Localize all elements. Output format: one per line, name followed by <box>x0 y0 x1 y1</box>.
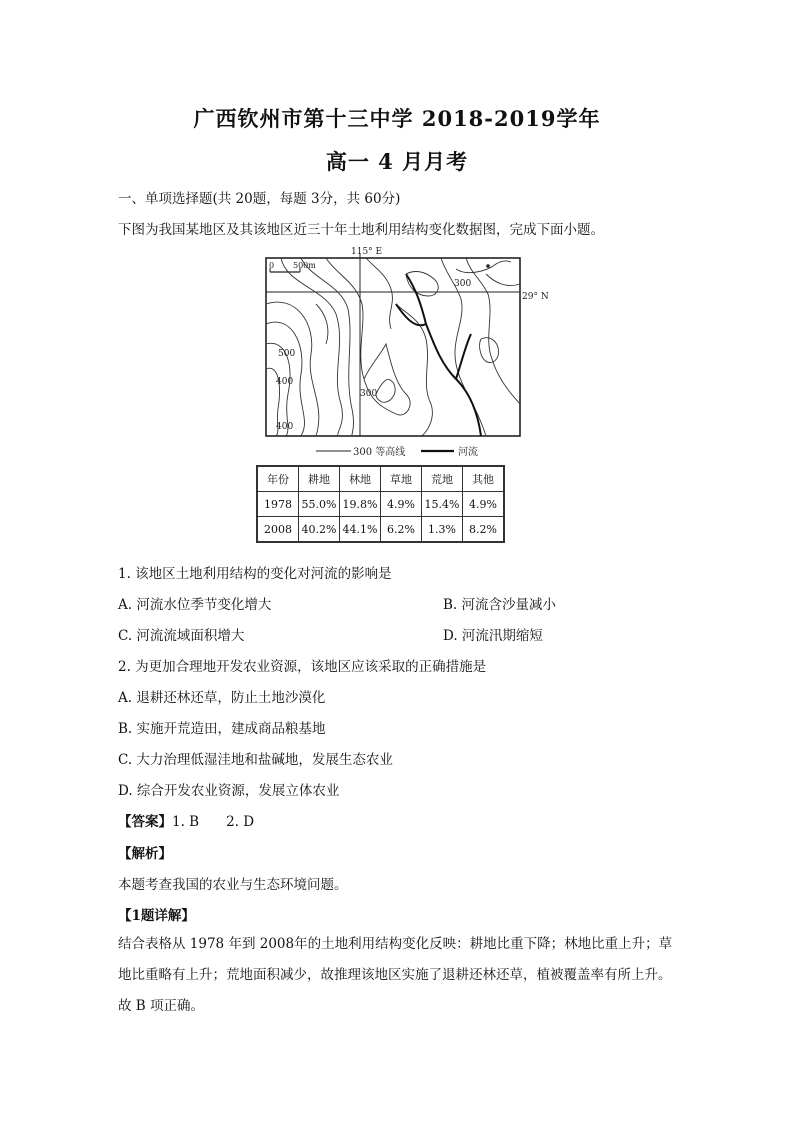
map-legend <box>316 445 478 458</box>
table-cell: 2008 <box>257 517 299 543</box>
section-intro: 下图为我国某地区及其该地区近三十年土地利用结构变化数据图，完成下面小题。 <box>118 222 604 238</box>
question-2-option-a: A. 退耕还林还草，防止土地沙漠化 <box>118 690 326 706</box>
table-cell: 4.9% <box>463 492 505 517</box>
page-title: 广西钦州市第十三中学 2018-2019学年 <box>193 106 601 131</box>
question-1-option-d: D. 河流汛期缩短 <box>443 628 543 644</box>
map-point-marker <box>486 264 490 268</box>
contour-label-400: 400 <box>276 377 294 387</box>
table-cell: 8.2% <box>463 517 505 543</box>
table-header-cell: 草地 <box>381 466 422 492</box>
question-2-option-c: C. 大力治理低湿洼地和盐碱地，发展生态农业 <box>118 752 393 768</box>
page-subtitle: 高一 4 月月考 <box>325 149 469 174</box>
analysis-label: 【解析】 <box>118 846 172 862</box>
scale-zero-label: 0 <box>269 261 275 270</box>
question-1-option-a: A. 河流水位季节变化增大 <box>118 597 272 613</box>
contour-label-300-mid: 300 <box>360 389 378 399</box>
table-header-cell: 耕地 <box>299 466 340 492</box>
contour-map <box>256 244 549 460</box>
land-use-table <box>256 465 505 543</box>
question-1-option-b: B. 河流含沙量减小 <box>443 597 557 613</box>
table-cell: 44.1% <box>340 517 381 543</box>
table-cell: 6.2% <box>381 517 422 543</box>
longitude-label: 115° E <box>351 247 383 257</box>
scale-bar <box>269 261 316 272</box>
legend-contour-label: 300 等高线 <box>353 447 406 458</box>
table-cell: 19.8% <box>340 492 381 517</box>
answer-line <box>118 810 254 830</box>
table-header-cell: 其他 <box>463 466 505 492</box>
river-lines <box>396 274 481 436</box>
section-heading: 一、单项选择题(共 20题，每题 3分，共 60分) <box>118 191 401 207</box>
detail-label: 【1题详解】 <box>118 908 195 924</box>
question-2-option-d: D. 综合开发农业资源，发展立体农业 <box>118 783 340 799</box>
detail-text: 结合表格从 1978 年到 2008年的土地利用结构变化反映：耕地比重下降；林地比重上升；草地比重略有上升；荒地面积减少，故推理该地区实施了退耕还林还草，植被覆盖率有所上升。故 B 项正确。 <box>118 936 673 1014</box>
answer-label: 【答案】 <box>118 814 172 830</box>
contour-label-400-bottom: 400 <box>276 422 294 432</box>
question-2-option-b: B. 实施开荒造田，建成商品粮基地 <box>118 721 326 737</box>
table-cell: 40.2% <box>299 517 340 543</box>
contour-lines <box>266 258 520 436</box>
table-row <box>257 517 504 543</box>
table-cell: 1.3% <box>422 517 463 543</box>
contour-label-300-top: 300 <box>454 279 472 289</box>
table-cell: 55.0% <box>299 492 340 517</box>
table-cell: 15.4% <box>422 492 463 517</box>
question-2-stem: 2. 为更加合理地开发农业资源，该地区应该采取的正确措施是 <box>118 659 487 675</box>
legend-river-label: 河流 <box>458 447 478 458</box>
question-1-option-c: C. 河流流域面积增大 <box>118 628 245 644</box>
answer-text: 1. B 2. D <box>172 814 255 830</box>
table-header-cell: 年份 <box>257 466 299 492</box>
analysis-text: 本题考查我国的农业与生态环境问题。 <box>118 877 348 893</box>
table-cell: 1978 <box>257 492 299 517</box>
contour-label-500: 500 <box>278 349 296 359</box>
table-header-cell: 荒地 <box>422 466 463 492</box>
scale-label: 500m <box>293 261 316 270</box>
table-row <box>257 492 504 517</box>
table-cell: 4.9% <box>381 492 422 517</box>
latitude-label: 29° N <box>522 292 549 302</box>
table-header-row <box>257 466 504 492</box>
table-header-cell: 林地 <box>340 466 381 492</box>
question-1-stem: 1. 该地区土地利用结构的变化对河流的影响是 <box>118 566 392 582</box>
